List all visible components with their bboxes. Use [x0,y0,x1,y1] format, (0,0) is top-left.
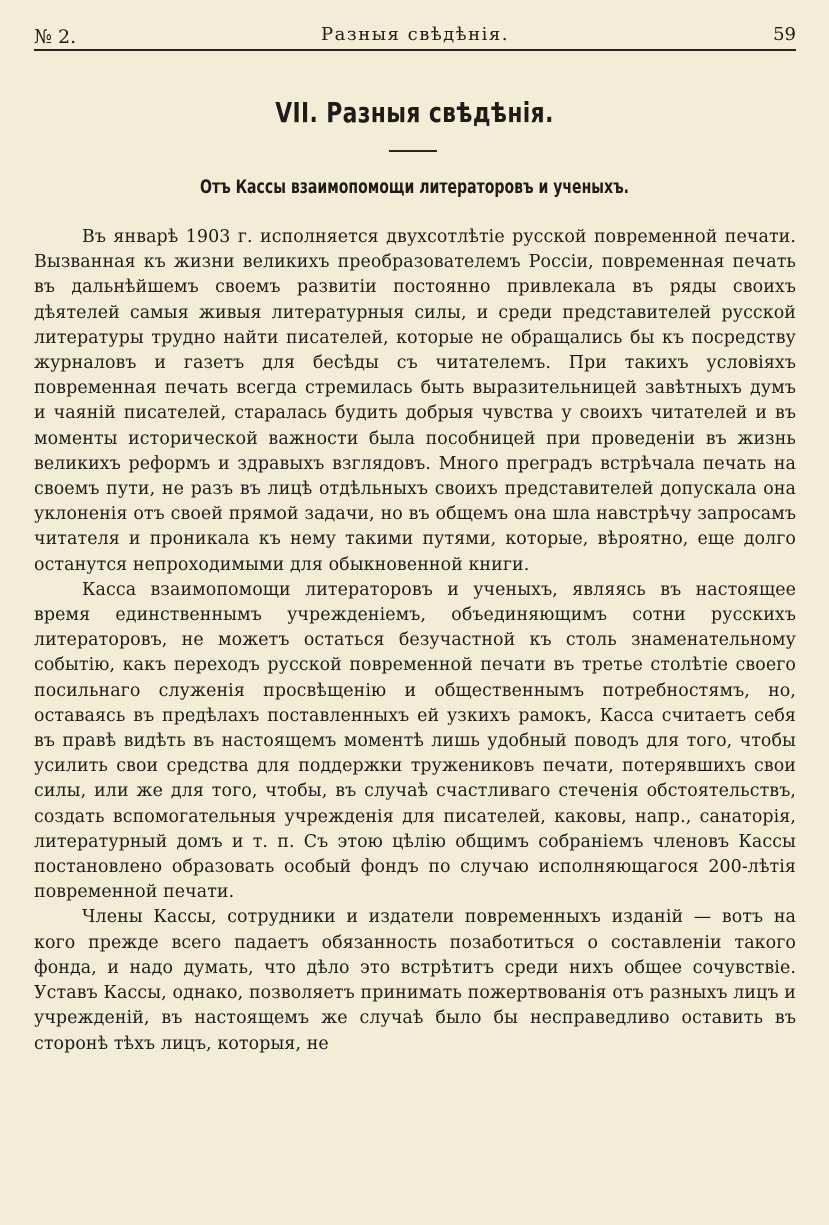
running-head [34,22,796,52]
running-title: Разныя свѣдѣнія. [321,24,509,45]
article-body [34,225,796,1057]
section-title: VII. Разныя свѣдѣнія. [275,96,554,129]
issue-number: № 2. [34,26,77,48]
paragraph-3: Члены Кассы, сотрудники и издатели повременныхъ изданій — вотъ на кого прежде всего падаетъ обязанность позаботиться о составленіи такого фонда, и надо думать, что дѣло это встрѣтитъ среди нихъ общее сочувствіе. Уставъ Кассы, однако, позволяетъ принимать пожертвованія отъ разныхъ лицъ и учрежденій, въ настоящемъ же случаѣ было бы несправедливо оставить въ сторонѣ тѣхъ лицъ, которыя, не [34,907,796,1054]
title-divider [389,150,437,152]
page-number: 59 [773,24,796,45]
header-rule [34,49,796,51]
paragraph-2: Касса взаимопомощи литераторовъ и ученыхъ, являясь въ настоящее время единственнымъ учрежденіемъ, объединяющимъ сотни русскихъ литераторовъ, не можетъ остаться безучастной къ столь знаменательному событію, какъ переходъ русской повременной печати въ третье столѣтіе своего посильнаго служенія просвѣщенію и общественнымъ потребностямъ, но, оставаясь въ предѣлахъ поставленныхъ ей узкихъ рамокъ, Касса считаетъ себя въ правѣ видѣть въ настоящемъ моментѣ лишь удобный поводъ для того, чтобы усилить свои средства для поддержки тружениковъ печати, потерявшихъ свои силы, или же для того, чтобы, въ случаѣ счастливаго стеченія обстоятельствъ, создать вспомогательныя учрежденія для писателей, каковы, напр., санаторія, литературный домъ и т. п. Съ этою цѣлію общимъ собраніемъ членовъ Кассы постановлено образовать особый фондъ по случаю исполняющагося 200-лѣтія повременной печати. [34,579,796,903]
paragraph-1: Въ январѣ 1903 г. исполняется двухсотлѣтіе русской повременной печати. Вызванная къ жизни великихъ преобразователемъ Россіи, повременная печать въ дальнѣйшемъ своемъ развитіи постоянно привлекала въ ряды своихъ дѣятелей самыя живыя литературныя силы, и среди представителей русской литературы трудно найти писателей, которые не обращались бы къ посредству журналовъ и газетъ для бесѣды съ читателемъ. При такихъ условіяхъ повременная печать всегда стремилась быть выразительницей завѣтныхъ думъ и чаяній писателей, старалась будить добрыя чувства у своихъ читателей и въ моменты исторической важности была пособницей при проведеніи въ жизнь великихъ реформъ и здравыхъ взглядовъ. Много преградъ встрѣчала печать на своемъ пути, не разъ въ лицѣ отдѣльныхъ своихъ представителей допускала она уклоненія отъ своей прямой задачи, но въ общемъ она шла навстрѣчу запросамъ читателя и проникала къ нему такими путями, которые, вѣроятно, еще долго останутся непроходимыми для обыкновенной книги. [34,227,796,575]
article-subtitle: Отъ Кассы взаимопомощи литераторовъ и ученыхъ. [200,176,629,198]
